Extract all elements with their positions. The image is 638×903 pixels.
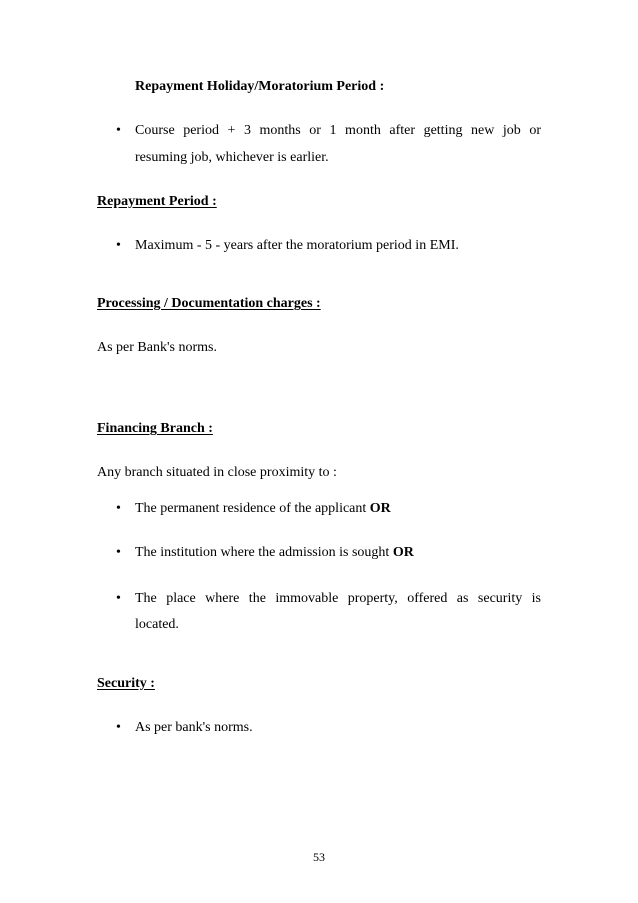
financing-intro: Any branch situated in close proximity to : (97, 465, 337, 480)
financing-item-2-text: The institution where the admission is sought (135, 545, 393, 560)
repayment-bullet: Maximum - 5 - years after the moratorium period in EMI. (135, 238, 459, 253)
repayment-heading: Repayment Period : (97, 194, 217, 209)
bullet-icon: • (116, 238, 121, 253)
financing-item-1 (135, 500, 391, 518)
financing-item-1-bold: OR (369, 501, 391, 516)
bullet-icon: • (116, 123, 121, 138)
financing-item-2-bold: OR (392, 545, 414, 560)
bullet-icon: • (116, 720, 121, 735)
financing-item-3-line2: located. (135, 617, 179, 632)
bullet-icon: • (116, 545, 121, 560)
page-number: 53 (313, 850, 325, 864)
financing-item-3-line1: The place where the immovable property, offered as security is (135, 591, 541, 606)
financing-heading: Financing Branch : (97, 421, 213, 436)
bullet-icon: • (116, 501, 121, 516)
financing-item-1-text: The permanent residence of the applicant (135, 501, 370, 516)
processing-text: As per Bank's norms. (97, 340, 217, 355)
moratorium-bullet-line2: resuming job, whichever is earlier. (135, 150, 329, 165)
processing-heading: Processing / Documentation charges : (97, 296, 321, 311)
security-bullet: As per bank's norms. (135, 720, 253, 735)
financing-item-2 (135, 544, 414, 562)
moratorium-bullet-line1: Course period + 3 months or 1 month after getting new job or (135, 123, 541, 138)
security-heading: Security : (97, 676, 155, 691)
moratorium-heading: Repayment Holiday/Moratorium Period : (135, 79, 385, 94)
bullet-icon: • (116, 591, 121, 606)
